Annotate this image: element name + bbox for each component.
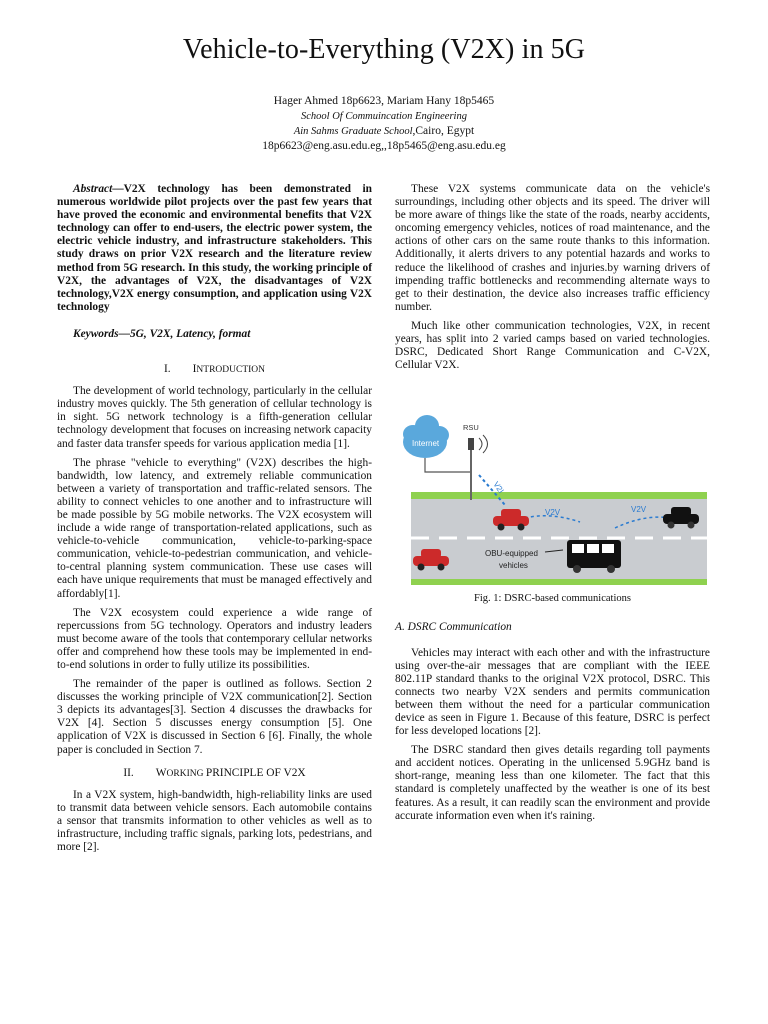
left-column <box>57 183 372 860</box>
author-block <box>0 94 768 154</box>
working-principle-paragraph: In a V2X system, high-bandwidth, high-reliability links are used to transmit data between vehicle sensors. Each automobile contains a sensor that transmits information to other vehicles as well as to infrastructure, including traffic signals, parking lots, pedestrians, and more [2]. <box>57 788 372 854</box>
obu-label: OBU-equipped <box>485 549 538 559</box>
abstract-label: Abstract <box>73 183 113 195</box>
section-heading-working-principle: II. WORKING PRINCIPLE OF V2X <box>123 766 306 779</box>
right-column <box>395 183 710 829</box>
v2v-label: V2V <box>631 505 647 515</box>
intro-paragraph: The development of world technology, particularly in the cellular industry moves quickly. The 5th generation of cellular technology is in sight. 5G network technology is a fifth-generation cellular technology development that focuses on increasing network capacity and faster data transfer speeds for various application media [1]. <box>57 385 372 450</box>
subsection-heading-dsrc: A. DSRC Communication <box>395 621 512 634</box>
dsrc-paragraph: Vehicles may interact with each other and with the infrastructure using over-the-air messages that are compliant with the IEEE 802.11P standard thanks to the original V2X protocol, DSRC. This connects two nearby V2X senders and permits communication between them without the need for a particular communication device as seen in Figure 1. Because of this feature, DSRC is perfect for less developed locations [2]. <box>395 646 710 738</box>
abstract <box>57 183 372 314</box>
author-dept: School Of Commuincation Engineering <box>301 111 467 122</box>
abstract-text: —V2X technology has been demonstrated in numerous worldwide pilot projects over the past few years that have proved the economic and environmental benefits that V2X technology can offer to end-users, the electric power system, the electric vehicle industry, and infrastructure stakeholders. This study draws on prior V2X research and the literature review method from 5G research. In this study, the working principle of V2X, the advantages of V2X, the disadvantages of V2X technology,V2X energy consumption, and application using V2X technology <box>57 183 372 313</box>
intro-paragraph: The phrase "vehicle to everything" (V2X) describes the high-bandwidth, low latency, and extremely reliable communication between a variety of transportation and traffic-related sensors. The ability to connect vehicles to one another and to infrastructure will be made possible by 5G mobile networks. The V2X ecosystem will include a wide range of transportation-related applications, such as vehicle-to-vehicle communication, vehicle-to-parking-space communication, vehicle-to-pedestrian communication, and vehicle-to-central planning system communication. These use cases will each have unique requirements that must be managed effectively and affordably[1]. <box>57 456 372 600</box>
obu-label: vehicles <box>499 561 528 571</box>
author-affiliation <box>0 124 768 139</box>
body-paragraph: Much like other communication technologies, V2X, in recent years, has split into 2 varied camps based on varied technologies. DSRC, Dedicated Short Range Communication and C-V2X, Cellular V2X. <box>395 319 710 372</box>
internet-cloud-icon <box>403 415 449 458</box>
paper-title: Vehicle-to-Everything (V2X) in 5G <box>182 34 586 65</box>
rsu-label: RSU <box>463 423 479 433</box>
v2i-label: V2I <box>491 480 506 496</box>
figure-dsrc <box>395 380 710 588</box>
intro-paragraph: The remainder of the paper is outlined as follows. Section 2 discusses the working principle of V2X communication[2]. Section 3 depicts its advantages[3]. Section 4 discusses the drawbacks for V2X [4]. Section 5 discusses energy consumption [5]. One application of V2X is discussed in Section 6 [6]. Finally, the whole paper is concluded in Section 7. <box>57 678 372 756</box>
road-edge-top <box>411 492 707 499</box>
dsrc-diagram <box>395 380 710 588</box>
author-emails: 18p6623@eng.asu.edu.eg,,18p5465@eng.asu.edu.eg <box>262 140 506 152</box>
internet-label: Internet <box>412 439 440 449</box>
intro-paragraph: The V2X ecosystem could experience a wide range of repercussions from 5G technology. Operators and industry leaders must become aware of the tools that contemporary cellular networks offer and comprehend how these tools may be implemented in end-to-end solutions in order to fully utilize its possibilities. <box>57 606 372 671</box>
keywords: Keywords—5G, V2X, Latency, format <box>73 327 251 340</box>
body-paragraph: These V2X systems communicate data on the vehicle's surroundings, including other objects and its speed. The driver will be more aware of things like the state of the roads, nearby accidents, oncoming emergency vehicles, notices of road maintenance, and the actions of other cars on the same route thanks to this information. Additionally, it alerts drivers to any potential hazards and works to reduce the likelihood of crashes and injuries.by warning drivers of impending traffic bottlenecks and recommending alternate ways to get to their destination, the device also increases traffic efficiency number. <box>395 183 710 313</box>
rsu-signal-icon <box>479 435 488 453</box>
backhaul-link <box>425 458 471 472</box>
author-city: ,Cairo, Egypt <box>412 125 475 137</box>
dsrc-paragraph: The DSRC standard then gives details regarding toll payments and accident notices. Operating in the unlicensed 5.9GHz band is short-range, meaning less than one kilometer. The fact that this standard is completely unaffected by the weather is one of its best features. As a result, it can readily scan the environment and provide accurate information even when it's raining. <box>395 744 710 822</box>
road-edge-bottom <box>411 579 707 585</box>
section-heading-introduction: I. INTRODUCTION <box>163 363 266 376</box>
author-names: Hager Ahmed 18p6623, Mariam Hany 18p5465 <box>273 95 495 107</box>
author-school: Ain Sahms Graduate School <box>293 126 413 137</box>
figure-caption: Fig. 1: DSRC-based communications <box>474 593 631 605</box>
v2v-label: V2V <box>545 508 561 518</box>
rsu-antenna-icon <box>468 438 474 450</box>
